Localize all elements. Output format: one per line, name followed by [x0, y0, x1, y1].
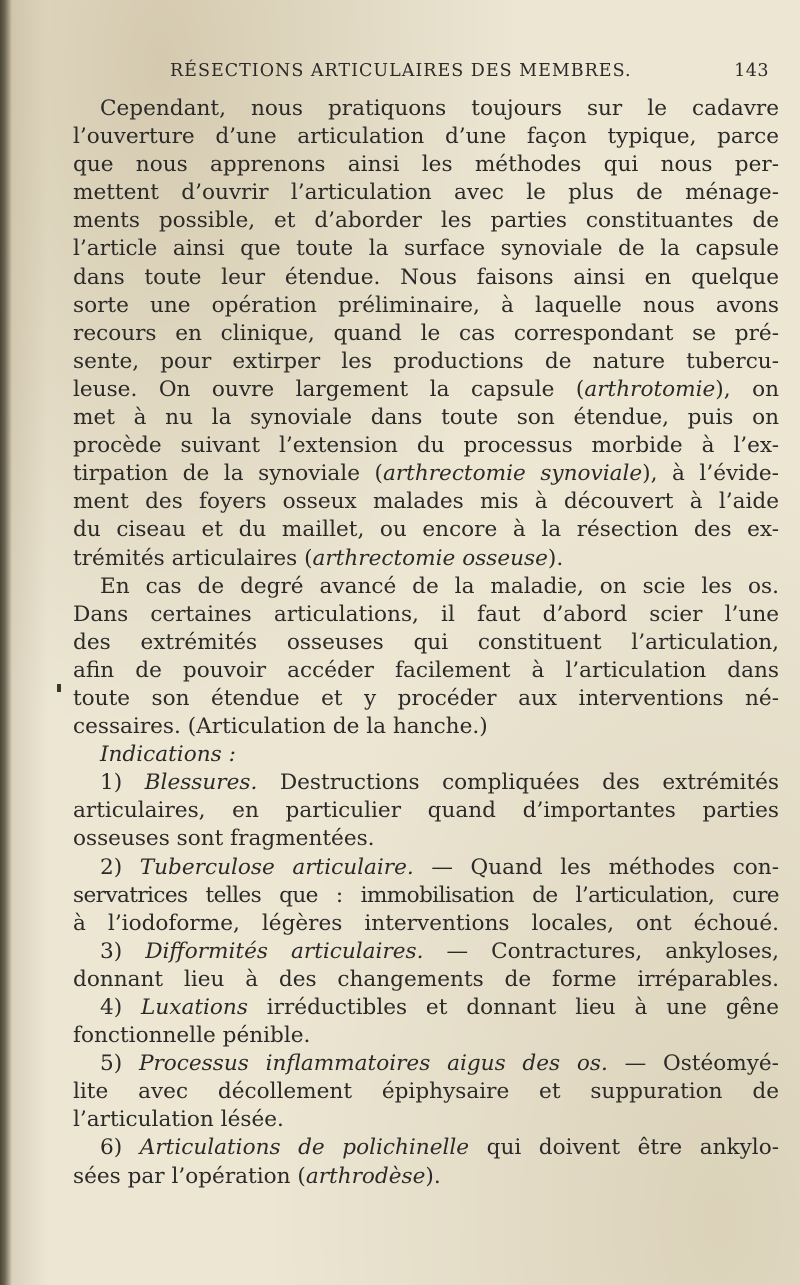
margin-mark — [57, 684, 61, 692]
item-title: Processus inflammatoires aigus des os. — [138, 1051, 608, 1077]
list-item-line — [73, 1134, 779, 1162]
list-item-line — [73, 1050, 779, 1078]
text-line: servatrices telles que : immobilisation de l’articulation, cure — [73, 882, 779, 908]
text-line: cessaires. (Articulation de la hanche.) — [73, 714, 488, 740]
text-line: En cas de degré avancé de la maladie, on scie les os. — [100, 573, 779, 599]
text-line: recours en clinique, quand le cas correspondant se pré- — [73, 320, 779, 346]
item-number: 3) — [100, 938, 123, 964]
item-number: 1) — [100, 770, 123, 796]
list-item-line — [73, 938, 779, 966]
text-span: qui doivent être ankylo- — [469, 1135, 779, 1161]
text-line: donnant lieu à des changements de forme irréparables. — [73, 966, 779, 992]
text-span: Destructions compliquées des extrémités — [257, 770, 779, 796]
text-line: lite avec décollement épiphysaire et suppuration de — [73, 1079, 779, 1105]
text-line: l’ouverture d’une articulation d’une façon typique, parce — [73, 124, 779, 150]
text-line: sorte une opération préliminaire, à laquelle nous avons — [73, 292, 779, 318]
text-span: leuse. On ouvre largement la capsule ( — [73, 376, 585, 402]
text-line — [73, 460, 779, 488]
italic-term: arthrotomie — [584, 376, 716, 402]
item-title: Difformités articulaires. — [145, 938, 424, 964]
item-title: Articulations de polichinelle — [139, 1135, 470, 1161]
text-line: que nous apprenons ainsi les méthodes qui nous per- — [73, 152, 779, 178]
text-span: trémités articulaires ( — [73, 545, 313, 571]
text-line: fonctionnelle pénible. — [73, 1023, 311, 1049]
page-gutter-shadow — [0, 0, 12, 1285]
item-number: 6) — [100, 1135, 123, 1161]
text-line: l’articulation lésée. — [73, 1107, 284, 1133]
item-number: 2) — [100, 854, 123, 880]
item-title: Tuberculose articulaire. — [139, 854, 414, 880]
item-title: Luxations — [141, 995, 248, 1020]
text-line — [73, 545, 779, 573]
text-line: l’article ainsi que toute la surface synoviale de la capsule — [73, 236, 779, 262]
italic-term: arthrodèse — [305, 1163, 426, 1189]
list-item-line — [73, 854, 779, 882]
text-line: Dans certaines articulations, il faut d’abord scier l’une — [73, 601, 779, 627]
text-line: mettent d’ouvrir l’articulation avec le plus de ménage- — [73, 180, 779, 206]
text-line: procède suivant l’extension du processus morbide à l’ex- — [73, 433, 779, 459]
item-number: 4) — [100, 995, 123, 1020]
text-span: tirpation de la synoviale ( — [73, 461, 383, 487]
text-line — [73, 376, 779, 404]
running-title: RÉSECTIONS ARTICULAIRES DES MEMBRES. — [170, 61, 632, 81]
text-line: osseuses sont fragmentées. — [73, 826, 375, 852]
text-span: ). — [425, 1163, 441, 1189]
italic-term: arthrectomie synoviale — [382, 461, 643, 487]
italic-term: arthrectomie osseuse — [312, 545, 548, 571]
text-line: toute son étendue et y procéder aux interventions né- — [73, 685, 779, 711]
item-number: 5) — [100, 1051, 123, 1077]
text-span: — Quand les méthodes con- — [413, 854, 779, 880]
text-line: sente, pour extirper les productions de nature tubercu- — [73, 348, 779, 374]
text-line: à l’iodoforme, légères interventions locales, ont échoué. — [73, 910, 779, 936]
text-span: ), on — [715, 376, 779, 402]
text-line: des extrémités osseuses qui constituent l’articulation, — [73, 629, 779, 655]
page-number: 143 — [734, 61, 769, 81]
item-title: Blessures. — [144, 770, 258, 796]
text-line: dans toute leur étendue. Nous faisons ainsi en quelque — [73, 264, 779, 290]
text-line: du ciseau et du maillet, ou encore à la résection des ex- — [73, 517, 779, 543]
text-line: met à nu la synoviale dans toute son étendue, puis on — [73, 405, 779, 431]
text-line — [73, 1163, 779, 1191]
list-item-line — [73, 769, 779, 797]
text-span: ). — [547, 545, 564, 571]
text-span: irréductibles et donnant lieu à une gêne — [247, 995, 779, 1020]
text-line: Cependant, nous pratiquons toujours sur le cadavre — [100, 96, 779, 121]
text-span: — Ostéomyé- — [607, 1051, 779, 1077]
text-line: afin de pouvoir accéder facilement à l’articulation dans — [73, 657, 779, 683]
text-span: — Contractures, ankyloses, — [423, 938, 779, 964]
text-line: ments possible, et d’aborder les parties constituantes de — [73, 208, 779, 234]
section-heading — [73, 741, 779, 769]
body-text — [73, 95, 779, 1191]
heading-text: Indications : — [100, 742, 236, 768]
text-span: ), à l’évide- — [642, 461, 779, 487]
text-span: sées par l’opération ( — [73, 1163, 306, 1189]
text-line: ment des foyers osseux malades mis à découvert à l’aide — [73, 489, 779, 515]
text-line: articulaires, en particulier quand d’importantes parties — [73, 798, 779, 824]
running-header — [73, 61, 779, 87]
list-item-line — [73, 994, 779, 1022]
